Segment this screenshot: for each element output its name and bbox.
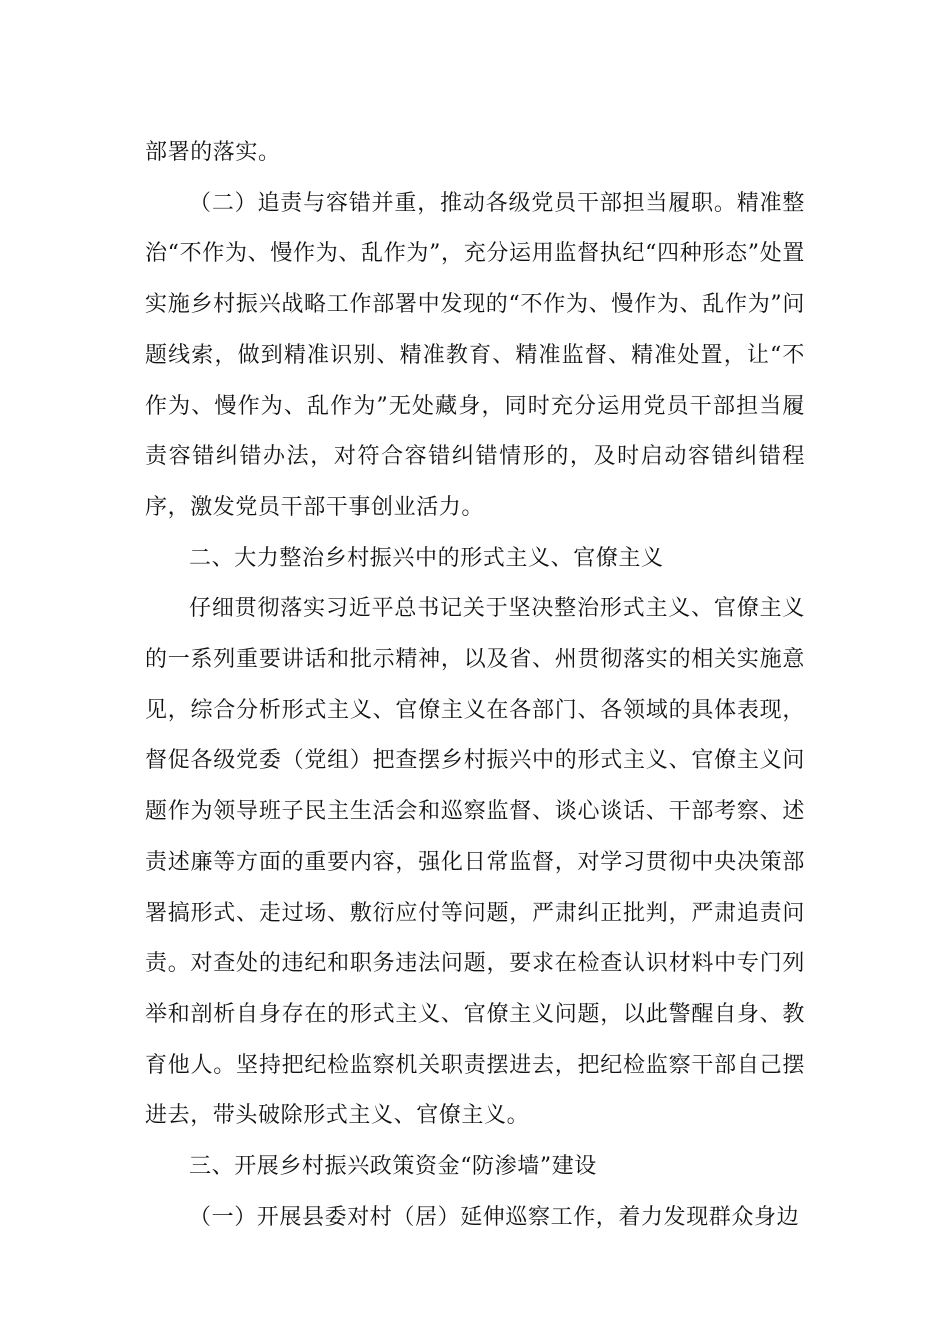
paragraph-continuation: 部署的落实。 [145, 140, 281, 165]
section-heading-2: 二、大力整治乡村振兴中的形式主义、官僚主义 [189, 545, 664, 571]
document-body [145, 128, 805, 1243]
paragraph-formalism-bureaucratism: 仔细贯彻落实习近平总书记关于坚决整治形式主义、官僚主义的一系列重要讲话和批示精神，以及省、州贯彻落实的相关实施意见，综合分析形式主义、官僚主义在各部门、各领域的具体表现，督促各级党委（党组）把查摆乡村振兴中的形式主义、官僚主义问题作为领导班子民主生活会和巡察监督、谈心谈话、干部考察、述责述廉等方面的重要内容，强化日常监督，对学习贯彻中央决策部署搞形式、走过场、敷衍应付等问题，严肃纠正批判，严肃追责问责。对查处的违纪和职务违法问题，要求在检查认识材料中专门列举和剖析自身存在的形式主义、官僚主义问题，以此警醒自身、教育他人。坚持把纪检监察机关职责摆进去，把纪检监察干部自己摆进去，带头破除形式主义、官僚主义。 [145, 596, 805, 1129]
section-heading-3: 三、开展乡村振兴政策资金“防渗墙”建设 [189, 1154, 597, 1180]
paragraph-accountability-tolerance: （二）追责与容错并重，推动各级党员干部担当履职。精准整治“不作为、慢作为、乱作为”，充分运用监督执纪“四种形态”处置实施乡村振兴战略工作部署中发现的“不作为、慢作为、乱作为”问题线索，做到精准识别、精准教育、精准监督、精准处置，让“不作为、慢作为、乱作为”无处藏身，同时充分运用党员干部担当履责容错纠错办法，对符合容错纠错情形的，及时启动容错纠错程序，激发党员干部干事创业活力。 [145, 190, 805, 520]
paragraph-extended-inspection: （一）开展县委对村（居）延伸巡察工作，着力发现群众身边 [189, 1204, 800, 1230]
